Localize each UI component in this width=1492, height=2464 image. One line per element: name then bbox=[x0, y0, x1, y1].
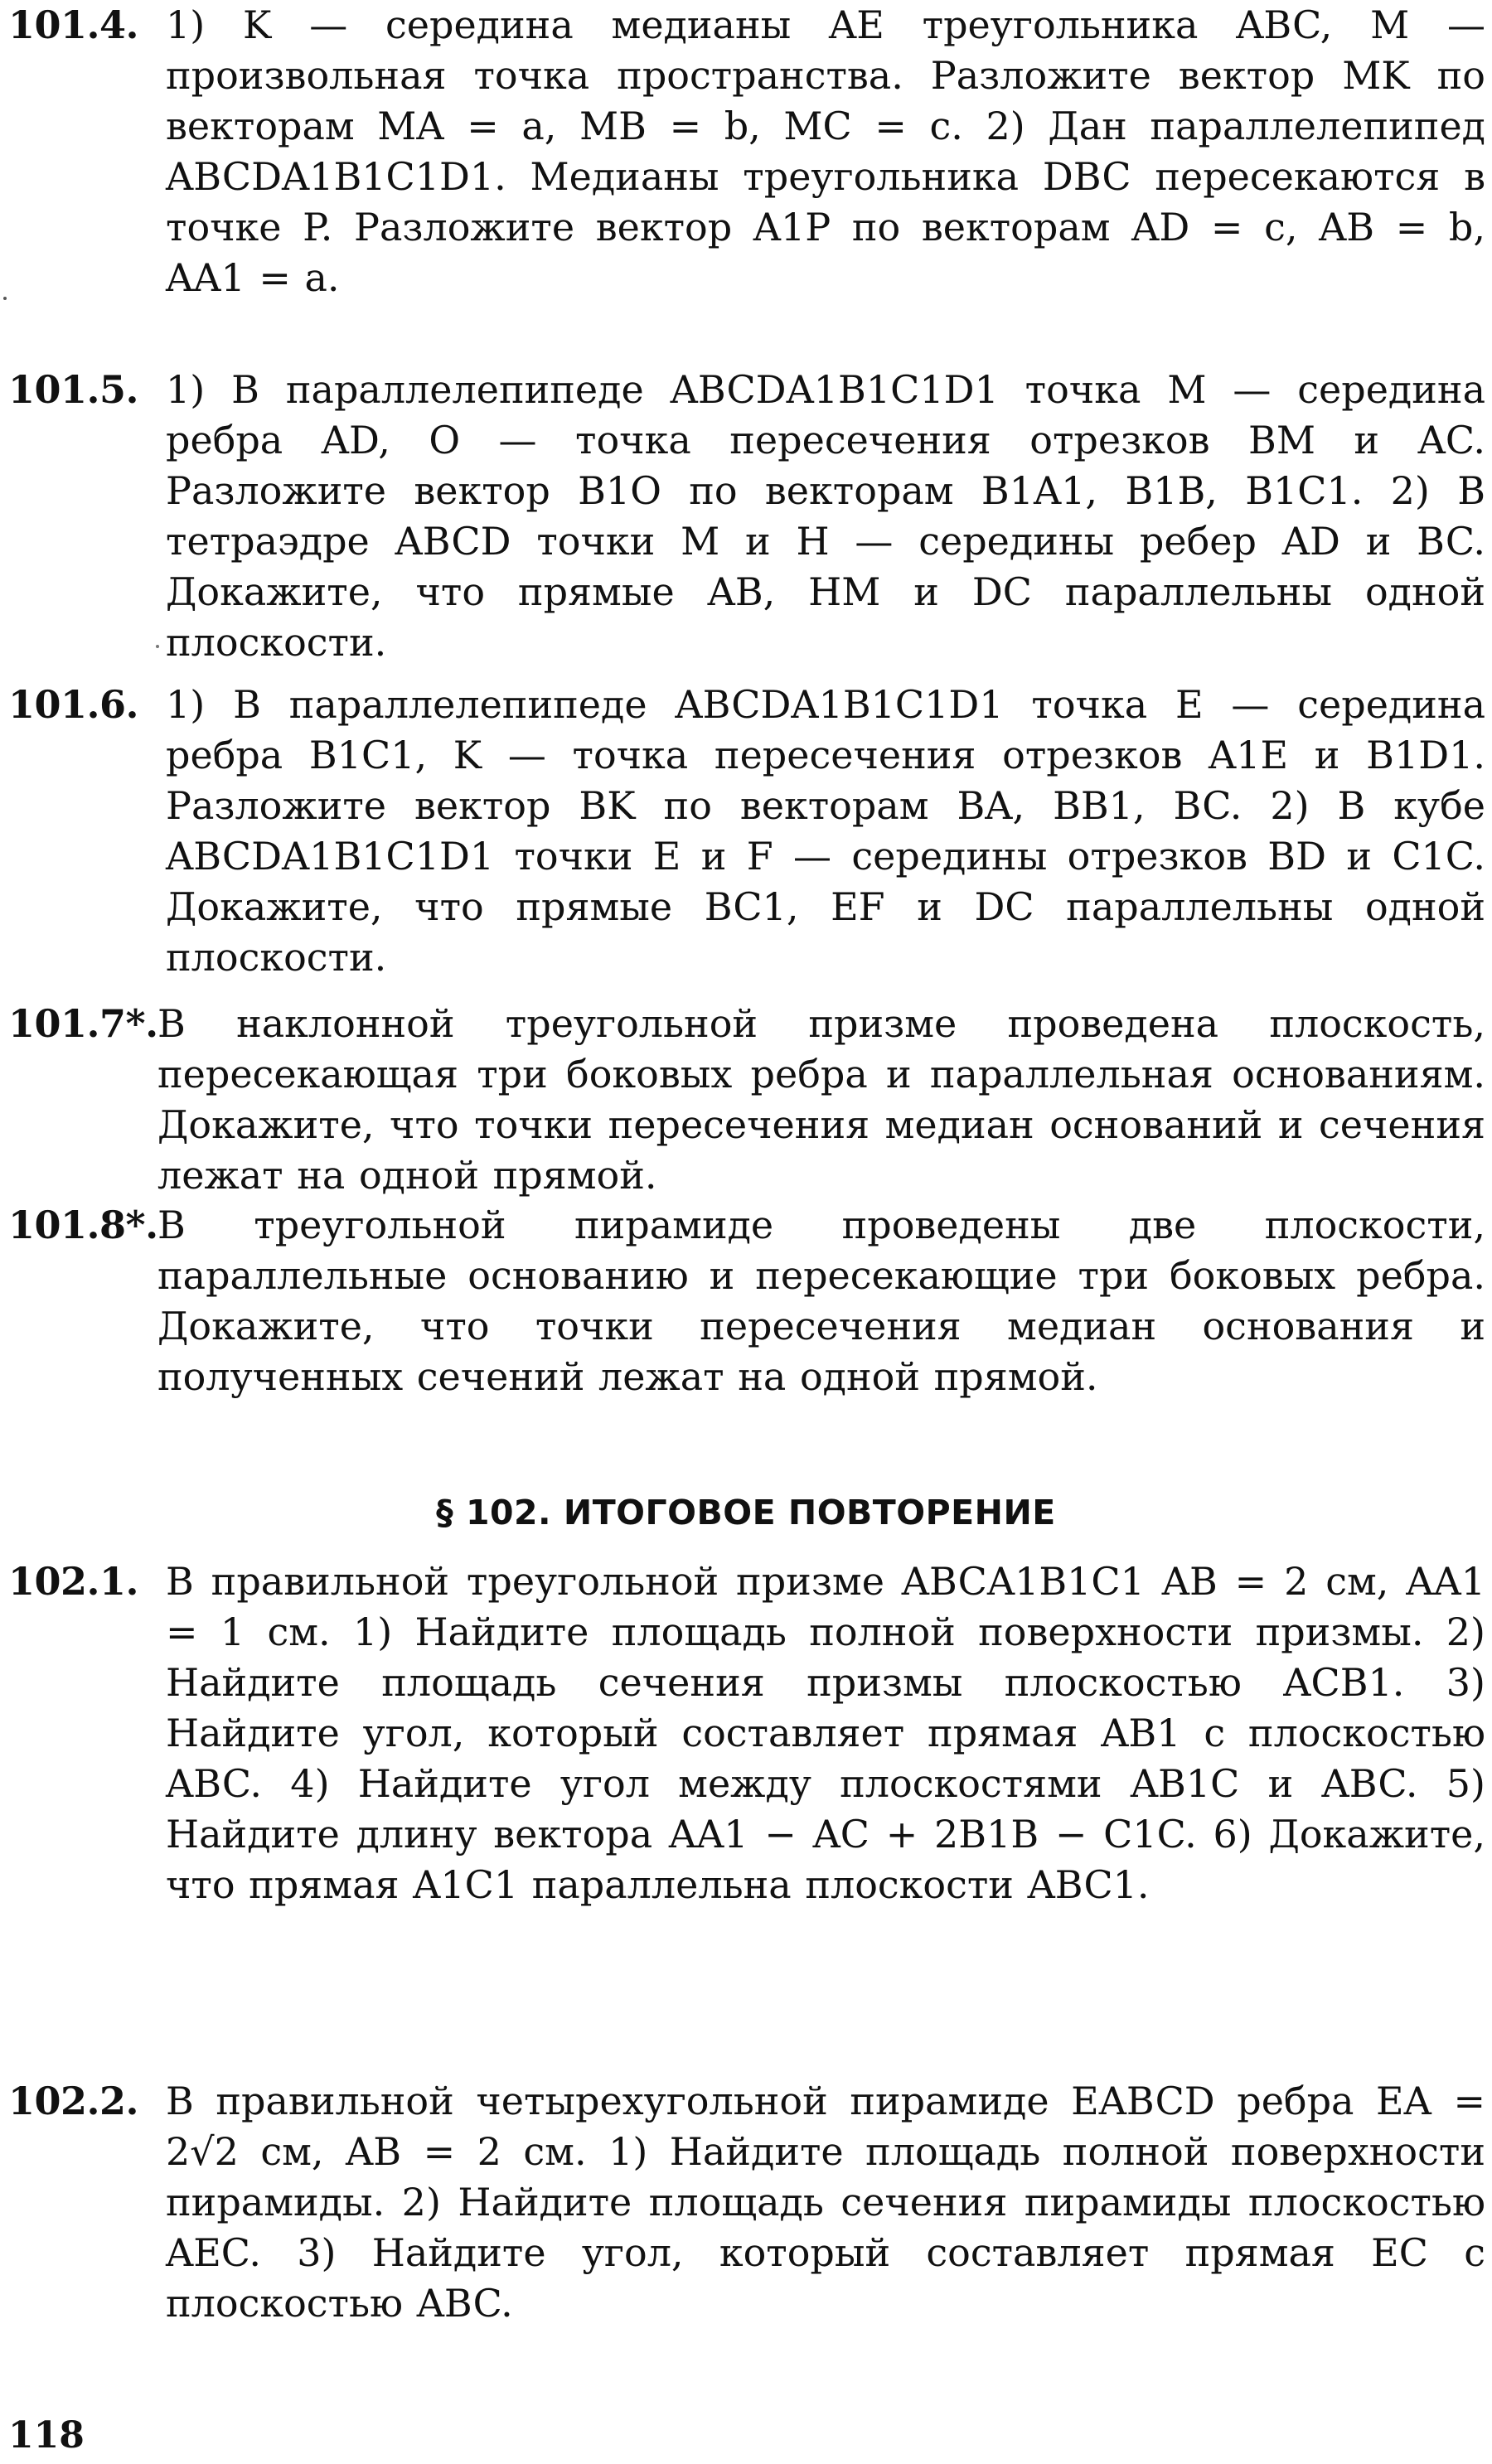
problem-text: 1) В параллелепипеде ABCDA1B1C1D1 точка M — середина ребра AD, O — точка пересечения отрезков BM и AC. Разложите вектор B1O по векторам B1A1, B1B, B1C1. 2) В тетраэдре ABCD точки M и H — середины ребер AD и BC. Докажите, что прямые AB, HM и DC параллельны одной плоскости. bbox=[166, 367, 1485, 665]
problem-text: В правильной четырехугольной пирамиде EABCD ребра EA = 2√2 см, AB = 2 см. 1) Найдите площадь полной поверхности пирамиды. 2) Найдите площадь сечения пирамиды плоскостью AEC. 3) Найдите угол, который составляет прямая EC с плоскостью ABC. bbox=[166, 2079, 1485, 2326]
problem-text: 1) K — середина медианы AE треугольника ABC, M — произвольная точка пространства. Разложите вектор MK по векторам MA = a, MB = b, MC = c. 2) Дан параллелепипед ABCDA1B1C1D1. Медианы треугольника DBC пересекаются в точке P. Разложите вектор A1P по векторам AD = c, AB = b, AA1 = a. bbox=[166, 2, 1485, 300]
problem-text: В правильной треугольной призме ABCA1B1C1 AB = 2 см, AA1 = 1 см. 1) Найдите площадь полной поверхности призмы. 2) Найдите площадь сечения призмы плоскостью ACB1. 3) Найдите угол, который составляет прямая AB1 с плоскостью ABC. 4) Найдите угол между плоскостями AB1C и ABC. 5) Найдите длину вектора AA1 − AC + 2B1B − C1C. 6) Докажите, что прямая A1C1 параллельна плоскости ABC1. bbox=[166, 1559, 1485, 1907]
problem-text: В треугольной пирамиде проведены две плоскости, параллельные основанию и пересекающие три боковых ребра. Докажите, что точки пересечения медиан основания и полученных сечений лежат на одной прямой. bbox=[157, 1203, 1485, 1399]
problem-number: 101.6. bbox=[8, 682, 139, 727]
problem-number: 101.5. bbox=[8, 367, 139, 412]
problem-number: 101.8*. bbox=[8, 1203, 158, 1247]
problem-text: В наклонной треугольной призме проведена плоскость, пересекающая три боковых ребра и параллельная основаниям. Докажите, что точки пересечения медиан оснований и сечения лежат на одной прямой. bbox=[157, 1001, 1485, 1198]
section-title: § 102. ИТОГОВОЕ ПОВТОРЕНИЕ bbox=[436, 1493, 1056, 1532]
problem-number: 102.2. bbox=[8, 2079, 139, 2123]
page-number: 118 bbox=[8, 2414, 85, 2457]
problem-number: 101.4. bbox=[8, 2, 139, 47]
problem-text: 1) В параллелепипеде ABCDA1B1C1D1 точка E — середина ребра B1C1, K — точка пересечения отрезков A1E и B1D1. Разложите вектор BK по векторам BA, BB1, BC. 2) В кубе ABCDA1B1C1D1 точки E и F — середины отрезков BD и C1C. Докажите, что прямые BC1, EF и DC параллельны одной плоскости. bbox=[166, 682, 1485, 980]
problem-number: 101.7*. bbox=[8, 1001, 158, 1046]
problem-number: 102.1. bbox=[8, 1559, 139, 1604]
